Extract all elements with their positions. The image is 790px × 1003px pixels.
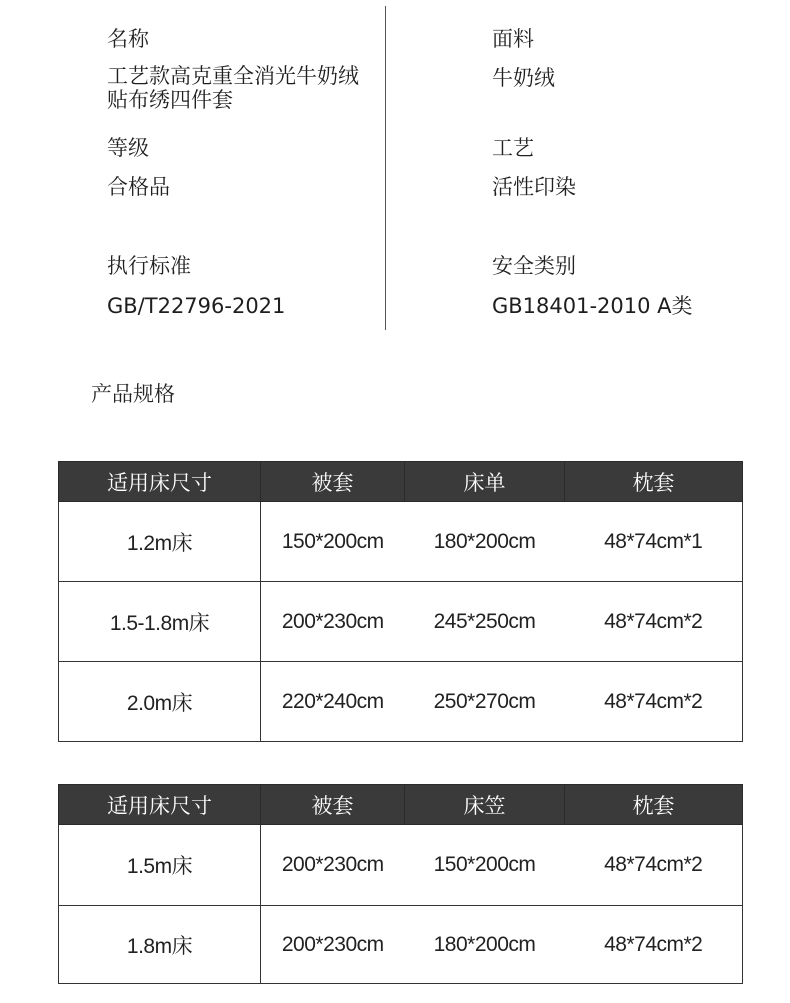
header-bed-size: 适用床尺寸 [59, 462, 261, 502]
duvet-cover-cell: 200*230cm [261, 825, 405, 906]
duvet-cover-cell: 200*230cm [261, 906, 405, 984]
table-header-row [59, 785, 743, 825]
duvet-cover-cell: 150*200cm [261, 502, 405, 582]
table-header-row [59, 462, 743, 502]
name-value-line2: 贴布绣四件套 [107, 88, 233, 112]
pillowcase-cell: 48*74cm*1 [565, 502, 743, 582]
section-title: 产品规格 [91, 382, 175, 406]
header-fitted-sheet: 床笠 [405, 785, 565, 825]
table-row [59, 825, 743, 906]
pillowcase-cell: 48*74cm*2 [565, 582, 743, 662]
bed-size-cell: 1.5m床 [59, 825, 261, 906]
safety-label: 安全类别 [492, 254, 576, 278]
bed-size-cell: 2.0m床 [59, 662, 261, 742]
safety-value: GB18401-2010 A类 [492, 294, 693, 318]
standard-label: 执行标准 [107, 254, 191, 278]
table-row [59, 906, 743, 984]
craft-value: 活性印染 [492, 175, 576, 199]
header-pillowcase: 枕套 [565, 462, 743, 502]
info-divider [385, 6, 386, 330]
spec-table-1 [58, 461, 743, 742]
header-bed-sheet: 床单 [405, 462, 565, 502]
header-duvet-cover: 被套 [261, 785, 405, 825]
table-row [59, 582, 743, 662]
name-value-line1: 工艺款高克重全消光牛奶绒 [107, 64, 359, 88]
name-label: 名称 [107, 27, 149, 51]
spec-table-2 [58, 784, 743, 984]
bed-sheet-cell: 245*250cm [405, 582, 565, 662]
header-duvet-cover: 被套 [261, 462, 405, 502]
bed-size-cell: 1.8m床 [59, 906, 261, 984]
duvet-cover-cell: 200*230cm [261, 582, 405, 662]
table-row [59, 662, 743, 742]
pillowcase-cell: 48*74cm*2 [565, 825, 743, 906]
standard-value: GB/T22796-2021 [107, 294, 286, 318]
pillowcase-cell: 48*74cm*2 [565, 662, 743, 742]
bed-size-cell: 1.5-1.8m床 [59, 582, 261, 662]
grade-value: 合格品 [107, 175, 170, 199]
bed-size-cell: 1.2m床 [59, 502, 261, 582]
pillowcase-cell: 48*74cm*2 [565, 906, 743, 984]
table-row [59, 502, 743, 582]
header-pillowcase: 枕套 [565, 785, 743, 825]
grade-label: 等级 [107, 136, 149, 160]
bed-sheet-cell: 180*200cm [405, 502, 565, 582]
bed-sheet-cell: 250*270cm [405, 662, 565, 742]
fitted-sheet-cell: 180*200cm [405, 906, 565, 984]
fitted-sheet-cell: 150*200cm [405, 825, 565, 906]
craft-label: 工艺 [492, 136, 534, 160]
duvet-cover-cell: 220*240cm [261, 662, 405, 742]
fabric-label: 面料 [492, 27, 534, 51]
header-bed-size: 适用床尺寸 [59, 785, 261, 825]
fabric-value: 牛奶绒 [492, 66, 555, 90]
